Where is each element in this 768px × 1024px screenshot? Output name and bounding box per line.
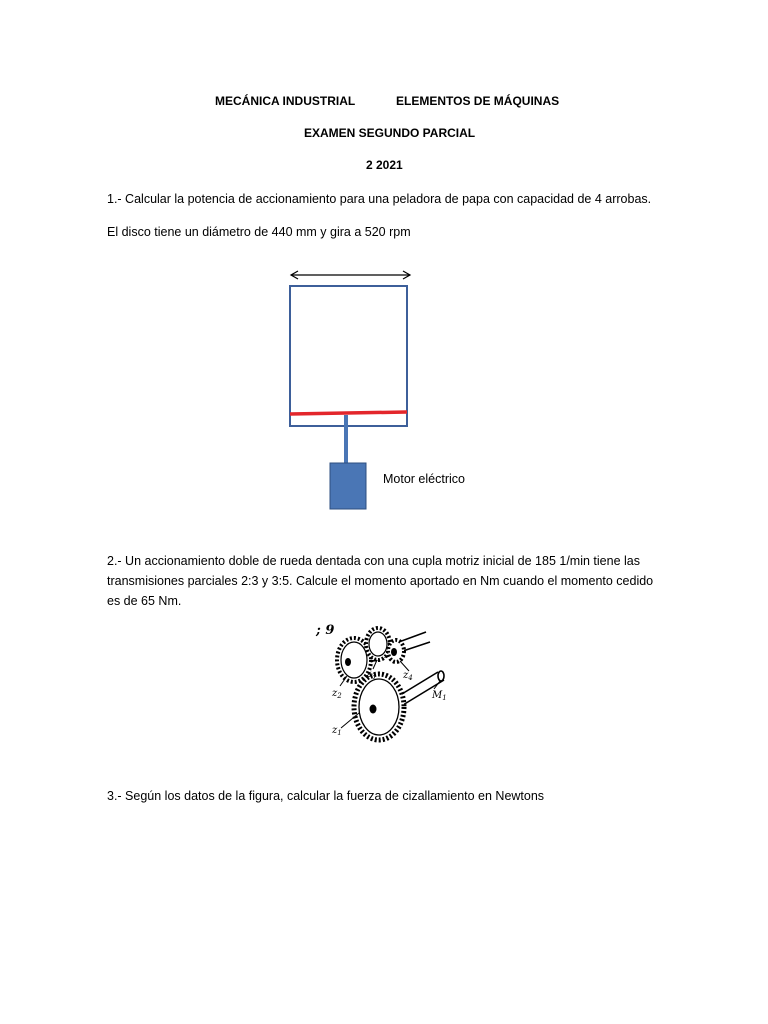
exam-term: 2 2021	[366, 158, 403, 172]
figure-number: ; 9	[316, 623, 335, 638]
course-title: ELEMENTOS DE MÁQUINAS	[396, 94, 560, 108]
label-z3: $z_3$	[366, 669, 376, 681]
gear-z1-hub	[370, 705, 377, 714]
gear-z1-face	[359, 679, 399, 735]
label-z1: $z_1$	[332, 725, 342, 737]
motor-label: Motor eléctrico	[383, 472, 465, 486]
subject-title: MECÁNICA INDUSTRIAL	[215, 94, 356, 108]
label-z4: $z_4$	[403, 670, 413, 682]
gear-z4-hub	[391, 648, 397, 656]
shaft-end	[438, 671, 444, 681]
exam-title: EXAMEN SEGUNDO PARCIAL	[304, 126, 476, 140]
label-z2: $z_2$	[332, 688, 342, 700]
label-m1: $M_1$	[432, 690, 447, 702]
question-3-text: 3.- Según los datos de la figura, calcular la fuerza de cizallamiento en Newtons	[107, 789, 545, 803]
question-2-text: 2.- Un accionamiento doble de rueda dentada con una cupla motriz inicial de 185 1/min tiene las transmisiones parciales 2:3 y 3:5. Calcule el momento aportado en Nm cuando el momento cedido es de 65 Nm.	[107, 554, 654, 608]
question-1-text: 1.- Calcular la potencia de accionamiento para una peladora de papa con capacidad de 4 arrobas.	[107, 192, 652, 206]
gear-z2-face	[341, 642, 367, 678]
gear-z3-face	[369, 632, 387, 656]
gear-z2-hub	[345, 658, 351, 666]
question-1-data: El disco tiene un diámetro de 440 mm y gira a 520 rpm	[107, 225, 411, 239]
